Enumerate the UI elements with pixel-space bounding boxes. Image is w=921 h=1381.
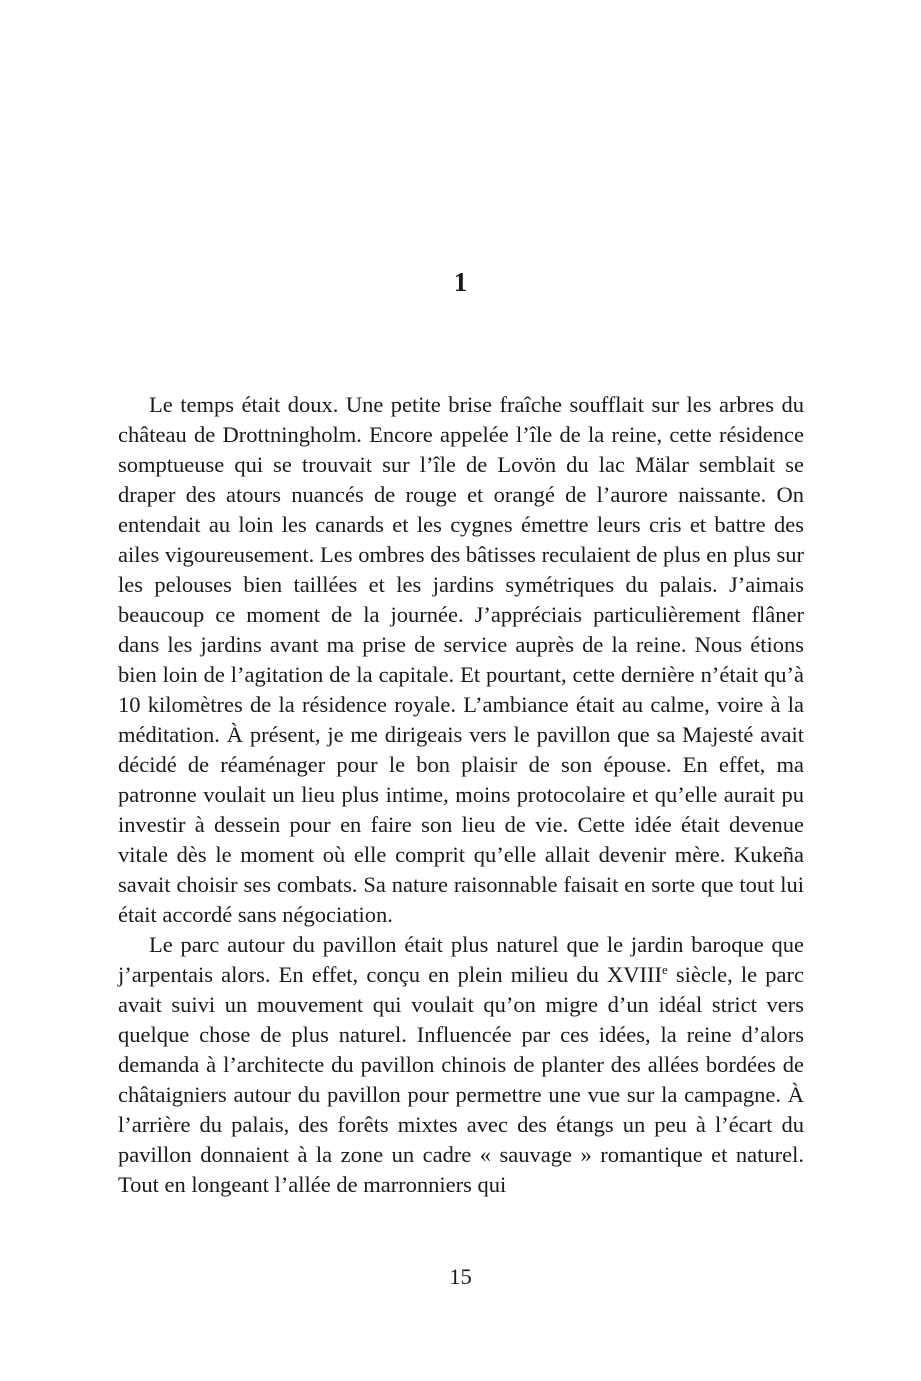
paragraph-2-text-after: siècle, le parc avait suivi un mouvement qui voulait qu’on migre d’un idéal strict vers quelque chose de plus naturel. Influencée par ces idées, la reine d’alors demanda à l’architecte du pavillon chinois de planter des allées bordées de châtaigniers autour du pavillon pour permettre une vue sur la campagne. À l’arrière du palais, des forêts mixtes avec des étangs un peu à l’écart du pavillon donnaient à la zone un cadre « sauvage » romantique et naturel. Tout en longeant l’allée de marronniers qui [118, 962, 805, 1197]
chapter-body [118, 390, 804, 1200]
paragraph-2-text-before: Le parc autour du pavillon était plus naturel que le jardin baroque que j’arpentais alors. En effet, conçu en plein milieu du XVIII [118, 932, 804, 987]
paragraph-1 [118, 390, 804, 930]
chapter-number: 1 [453, 267, 468, 297]
paragraph-2 [118, 930, 804, 1200]
page-number: 15 [449, 1264, 472, 1289]
century-superscript: e [661, 962, 668, 977]
paragraph-1-text: Le temps était doux. Une petite brise fraîche soufflait sur les arbres du château de Drottningholm. Encore appelée l’île de la reine, cette résidence somptueuse qui se trouvait sur l’île de Lovön du lac Mälar semblait se draper des atours nuancés de rouge et orangé de l’aurore naissante. On entendait au loin les canards et les cygnes émettre leurs cris et battre des ailes vigoureusement. Les ombres des bâtisses reculaient de plus en plus sur les pelouses bien taillées et les jardins symétriques du palais. J’aimais beaucoup ce moment de la journée. J’appréciais particulièrement flâner dans les jardins avant ma prise de service auprès de la reine. Nous étions bien loin de l’agitation de la capitale. Et pourtant, cette dernière n’était qu’à 10 kilomètres de la résidence royale. L’ambiance était au calme, voire à la méditation. À présent, je me dirigeais vers le pavillon que sa Majesté avait décidé de réaménager pour le bon plaisir de son épouse. En effet, ma patronne voulait un lieu plus intime, moins protocolaire et qu’elle aurait pu investir à dessein pour en faire son lieu de vie. Cette idée était devenue vitale dès le moment où elle comprit qu’elle allait devenir mère. Kukeña savait choisir ses combats. Sa nature raisonnable faisait en sorte que tout lui était accordé sans négociation. [118, 392, 804, 927]
